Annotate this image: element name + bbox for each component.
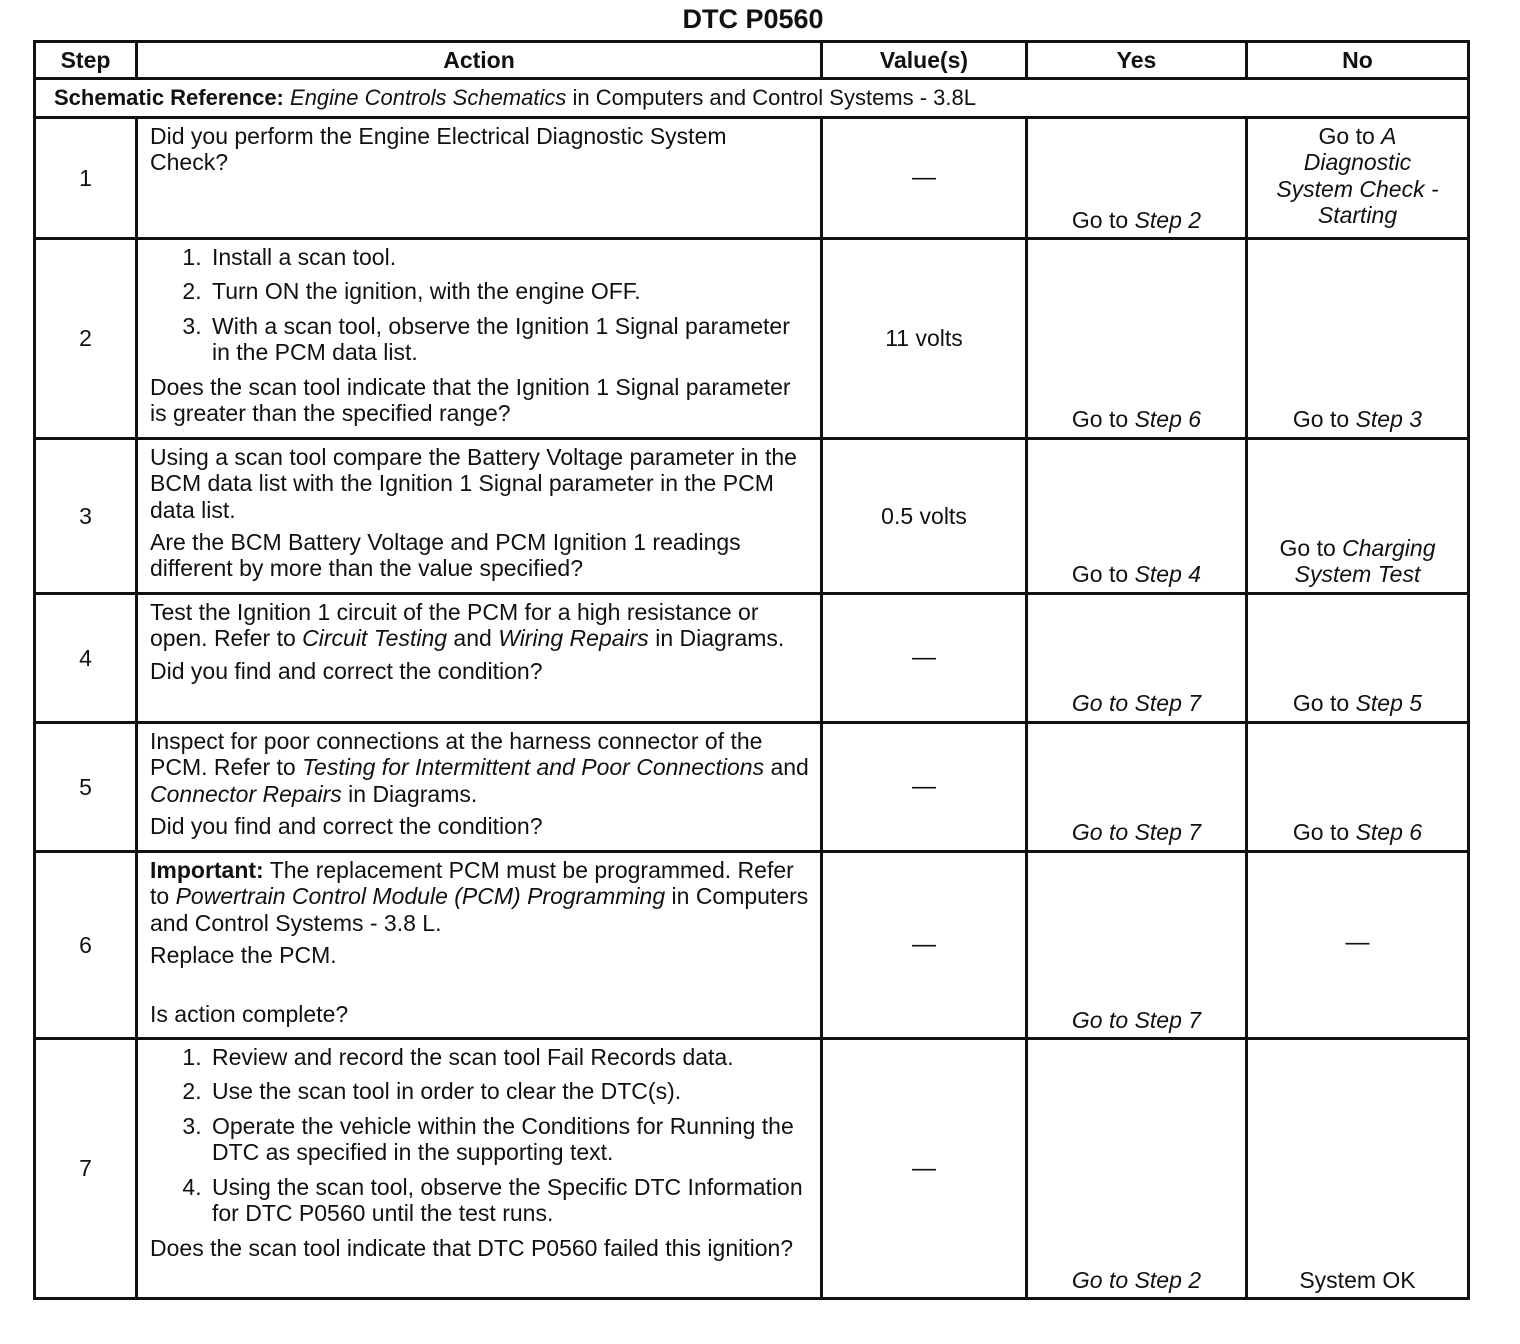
yes-cell: Go to Step 6 [1027,239,1247,439]
question: Does the scan tool indicate that DTC P0560 failed this ignition? [150,1234,794,1261]
reference-link[interactable]: Powertrain Control Module (PCM) Programming [175,883,666,910]
question: Does the scan tool indicate that the Ignition 1 Signal parameter is greater than the specified range? [150,373,791,427]
header-no: No [1247,42,1469,79]
action-cell [137,239,822,439]
table-row [35,239,1469,439]
value-cell: 11 volts [822,239,1027,439]
header-action: Action [137,42,822,79]
no-link[interactable]: A Diagnostic System Check - Starting [1276,123,1439,229]
no-cell: Go to Step 5 [1247,593,1469,722]
list-item: 2. Turn ON the ignition, with the engine OFF. [208,278,810,304]
yes-cell [1027,1039,1247,1299]
no-link[interactable]: Charging System Test [1294,534,1436,588]
step-number: 4 [35,593,137,722]
question: Are the BCM Battery Voltage and PCM Ignition 1 readings different by more than the value specified? [150,528,741,582]
value-cell: 0.5 volts [822,438,1027,593]
table-row [35,593,1469,722]
step-number: 7 [35,1039,137,1299]
action-cell [137,851,822,1038]
action-steps-list [150,244,810,366]
table-row [35,722,1469,851]
reference-link[interactable]: Testing for Intermittent and Poor Connections [302,754,765,781]
no-cell: Go to A Diagnostic System Check - Starting [1247,118,1469,239]
reference-link[interactable]: Circuit Testing [302,625,448,652]
value-cell: — [822,118,1027,239]
action-steps-list [150,1044,810,1227]
table-row [35,118,1469,239]
list-item: 2. Use the scan tool in order to clear the DTC(s). [208,1078,810,1104]
list-item: 1. Install a scan tool. [208,244,810,270]
action-cell [137,722,822,851]
instruction: Replace the PCM. [150,942,337,969]
value-cell: — [822,722,1027,851]
dtc-table [33,40,1470,1300]
value-cell: — [822,593,1027,722]
table-row [35,438,1469,593]
question: Is action complete? [150,1000,349,1027]
yes-link[interactable]: Go to Step 2 [1071,1266,1202,1293]
yes-link[interactable]: Go to Step 7 [1071,690,1202,717]
yes-link[interactable]: Step 4 [1134,561,1202,588]
schematic-label: Schematic Reference: [54,85,284,111]
yes-link[interactable]: Step 6 [1134,406,1202,433]
header-yes: Yes [1027,42,1247,79]
yes-link[interactable]: Step 2 [1134,206,1202,233]
value-cell: — [822,1039,1027,1299]
question: Did you find and correct the condition? [150,657,543,684]
action-text: Using a scan tool compare the Battery Voltage parameter in the BCM data list with the Ignition 1 Signal parameter in the PCM data list. [150,443,797,523]
step-number: 5 [35,722,137,851]
yes-link[interactable]: Go to Step 7 [1071,1006,1202,1033]
list-item: 3. Operate the vehicle within the Conditions for Running the DTC as specified in the supporting text. [208,1113,810,1166]
no-cell: Go to Charging System Test [1247,438,1469,593]
header-step: Step [35,42,137,79]
no-link[interactable]: Step 3 [1355,406,1423,433]
yes-cell [1027,722,1247,851]
schematic-rest: in Computers and Control Systems - 3.8L [566,85,976,111]
yes-cell: Go to Step 4 [1027,438,1247,593]
action-cell [137,438,822,593]
action-cell [137,118,822,239]
value-cell: — [822,851,1027,1038]
table-row [35,851,1469,1038]
no-link[interactable]: Step 6 [1355,819,1423,846]
yes-cell: Go to Step 2 [1027,118,1247,239]
important-note: Important: The replacement PCM must be programmed. Refer to Powertrain Control Module (PCM) Programming in Computers and Control Systems - 3.8 L. [150,856,809,936]
yes-cell [1027,593,1247,722]
no-cell: Go to Step 6 [1247,722,1469,851]
action-cell [137,593,822,722]
list-item: 1. Review and record the scan tool Fail Records data. [208,1044,810,1070]
no-cell: Go to Step 3 [1247,239,1469,439]
step-number: 2 [35,239,137,439]
reference-link[interactable]: Connector Repairs [150,780,342,807]
yes-cell [1027,851,1247,1038]
list-item: 4. Using the scan tool, observe the Specific DTC Information for DTC P0560 until the test runs. [208,1174,810,1227]
question: Did you perform the Engine Electrical Diagnostic System Check? [150,123,727,176]
schematic-reference [35,79,1469,118]
no-cell: — [1247,851,1469,1038]
page-title: DTC P0560 [682,4,824,34]
schematic-link[interactable]: Engine Controls Schematics [290,85,567,111]
reference-link[interactable]: Wiring Repairs [498,625,649,652]
list-item: 3. With a scan tool, observe the Ignition 1 Signal parameter in the PCM data list. [208,313,810,366]
action-cell [137,1039,822,1299]
table-row [35,1039,1469,1299]
no-cell: System OK [1247,1039,1469,1299]
schematic-reference-row [35,79,1469,118]
step-number: 3 [35,438,137,593]
step-number: 6 [35,851,137,1038]
important-label: Important: [150,856,264,883]
header-values: Value(s) [822,42,1027,79]
yes-link[interactable]: Go to Step 7 [1071,819,1202,846]
step-number: 1 [35,118,137,239]
question: Did you find and correct the condition? [150,813,543,840]
header-row [35,42,1469,79]
action-text: Test the Ignition 1 circuit of the PCM for a high resistance or open. Refer to Circuit Testing and Wiring Repairs in Diagrams. [150,598,785,652]
no-link[interactable]: Step 5 [1355,690,1423,717]
action-text: Inspect for poor connections at the harness connector of the PCM. Refer to Testing for Intermittent and Poor Connections and Connector Repairs in Diagrams. [150,727,809,807]
